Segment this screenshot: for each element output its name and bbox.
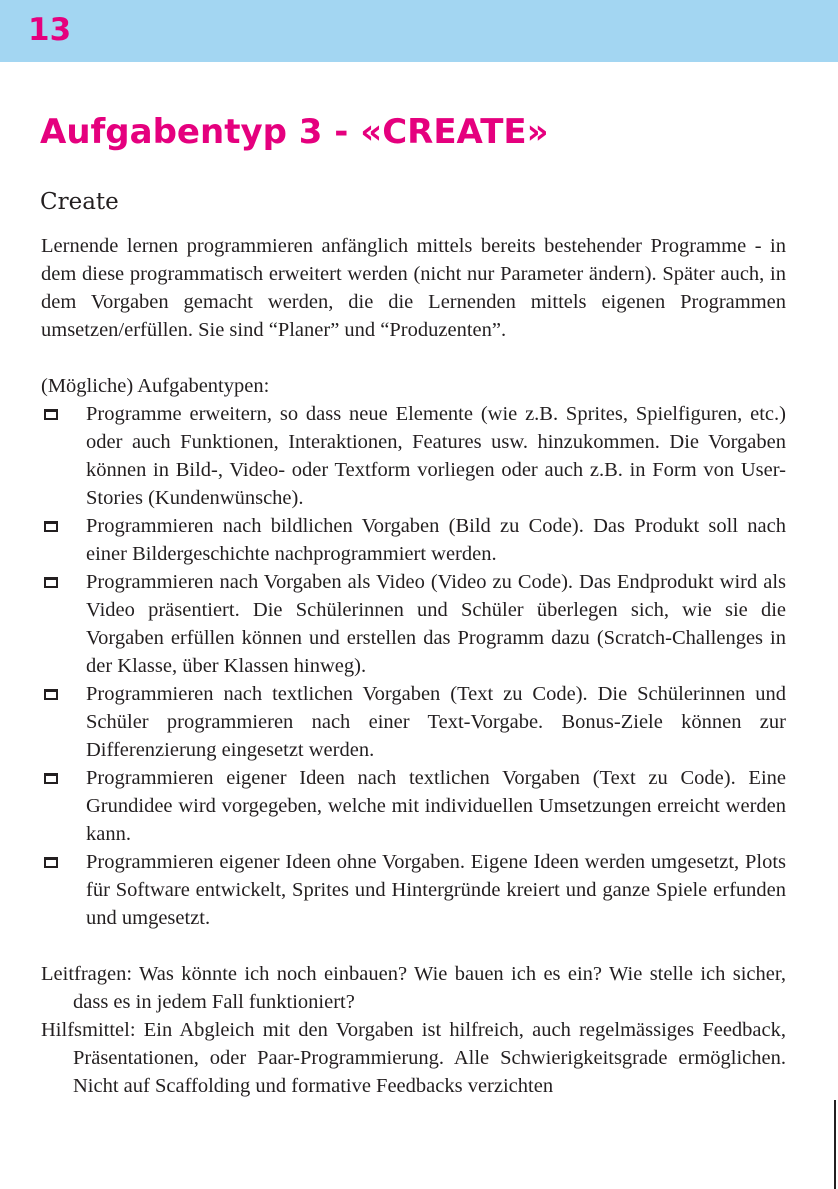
list-item: [41, 680, 786, 764]
list-item: [41, 568, 786, 680]
list-item-text: Programmieren nach bildlichen Vorgaben (Bild zu Code). Das Produkt soll nach einer Bildergeschichte nachprogrammiert werden.: [86, 515, 786, 565]
checkbox-icon: [44, 577, 58, 588]
task-types-list: [41, 400, 786, 932]
list-item-text: Programmieren nach Vorgaben als Video (Video zu Code). Das Endprodukt wird als Video präsentiert. Die Schülerinnen und Schüler überlegen sich, wie sie die Vorgaben erfüllen können und erstellen das Programm dazu (Scratch-Challenges in der Klasse, über Klassen hinweg).: [86, 571, 786, 677]
list-item-text: Programme erweitern, so dass neue Elemente (wie z.B. Sprites, Spielfiguren, etc.) oder auch Funktionen, Interaktionen, Features usw. hinzukommen. Die Vorgaben können in Bild-, Video- oder Textform vorliegen oder auch z.B. in Form von User-Stories (Kundenwünsche).: [86, 403, 786, 509]
guiding-questions: Leitfragen: Was könnte ich noch einbauen? Wie bauen ich es ein? Wie stelle ich sicher, dass es in jedem Fall funktioniert?: [41, 963, 786, 1013]
header-band: [0, 0, 838, 62]
list-item: [41, 512, 786, 568]
page-number: 13: [28, 12, 72, 48]
intro-paragraph: Lernende lernen programmieren anfänglich mittels bereits bestehender Programme - in dem diese programmatisch erweitert werden (nicht nur Parameter ändern). Später auch, in dem Vorgaben gemacht werden, die die Lernenden mittels eigenen Programmen umsetzen/erfüllen. Sie sind “Planer” und “Produzenten”.: [41, 235, 786, 341]
page-content: [41, 232, 786, 1100]
section-heading: Create: [40, 189, 119, 215]
task-types-heading: (Mögliche) Aufgabentypen:: [41, 375, 270, 397]
list-item-text: Programmieren nach textlichen Vorgaben (Text zu Code). Die Schülerinnen und Schüler programmieren nach einer Text-Vorgabe. Bonus-Ziele können zur Differenzierung eingesetzt werden.: [86, 683, 786, 761]
list-item: [41, 400, 786, 512]
checkbox-icon: [44, 521, 58, 532]
checkbox-icon: [44, 409, 58, 420]
aids-paragraph: Hilfsmittel: Ein Abgleich mit den Vorgaben ist hilfreich, auch regelmässiges Feedback, Präsentationen, oder Paar-Programmierung. Alle Schwierigkeitsgrade ermöglichen. Nicht auf Scaffolding und formative Feedbacks verzichten: [41, 1019, 786, 1097]
list-item: [41, 764, 786, 848]
list-item-text: Programmieren eigener Ideen nach textlichen Vorgaben (Text zu Code). Eine Grundidee wird vorgegeben, welche mit individuellen Umsetzungen erreicht werden kann.: [86, 767, 786, 845]
list-item-text: Programmieren eigener Ideen ohne Vorgaben. Eigene Ideen werden umgesetzt, Plots für Software entwickelt, Sprites und Hintergründe kreiert und ganze Spiele erfunden und umgesetzt.: [86, 851, 786, 929]
checkbox-icon: [44, 857, 58, 868]
checkbox-icon: [44, 773, 58, 784]
checkbox-icon: [44, 689, 58, 700]
page-title: Aufgabentyp 3 - «CREATE»: [40, 112, 549, 152]
page-edge-divider: [834, 1100, 836, 1189]
list-item: [41, 848, 786, 932]
